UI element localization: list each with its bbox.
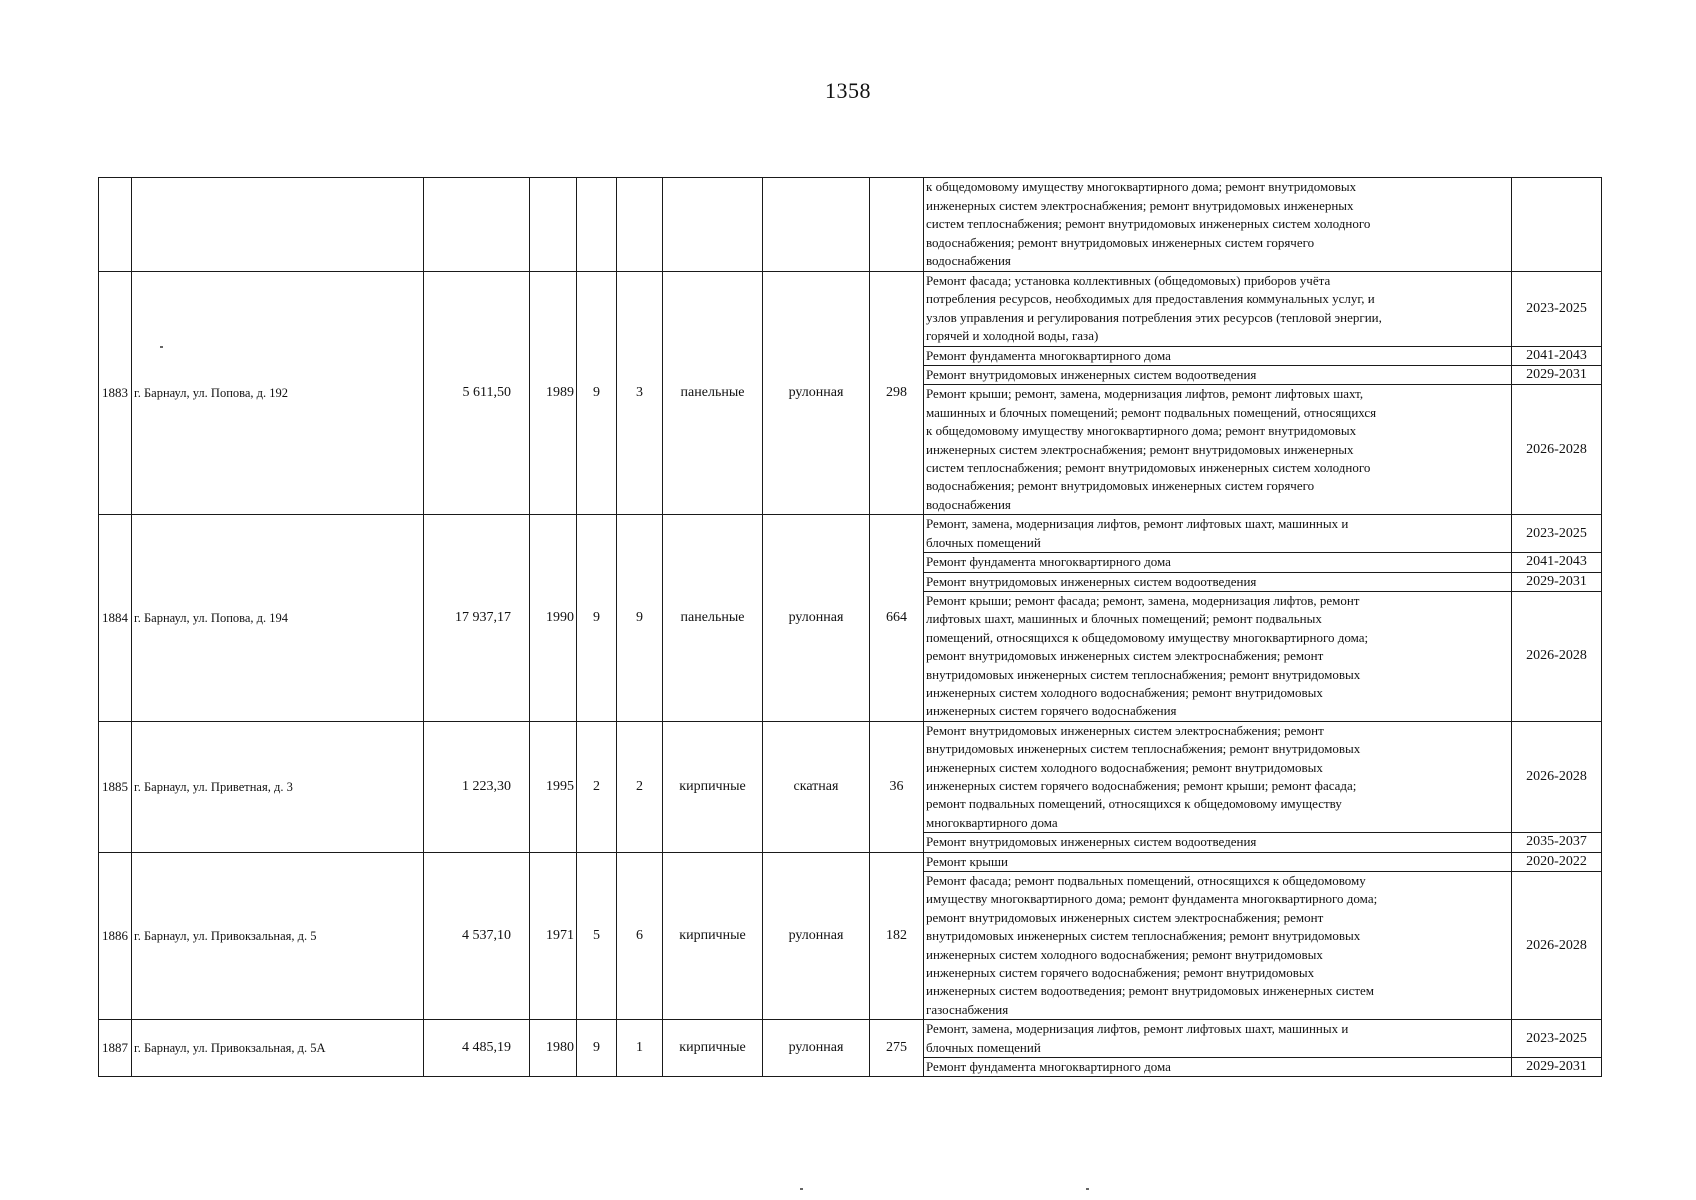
work-description bbox=[924, 553, 1512, 572]
work-line: инженерных систем водоотведения; ремонт внутридомовых инженерных систем bbox=[926, 983, 1375, 999]
work-line: лифтовых шахт, машинных и блочных помещений; ремонт подвальных bbox=[926, 611, 1322, 627]
register-body bbox=[99, 178, 1602, 1077]
work-line: систем теплоснабжения; ремонт внутридомовых инженерных систем холодного bbox=[926, 460, 1371, 476]
work-line: Ремонт фасада; установка коллективных (общедомовых) приборов учёта bbox=[926, 273, 1331, 288]
build-year: 1980 bbox=[530, 1020, 577, 1077]
work-description bbox=[924, 721, 1512, 832]
build-year: 1971 bbox=[530, 852, 577, 1020]
build-year: 1989 bbox=[530, 272, 577, 515]
residents-count: 298 bbox=[870, 272, 924, 515]
build-year: 1990 bbox=[530, 515, 577, 721]
row-number: 1887 bbox=[99, 1020, 132, 1077]
total-area: 1 223,30 bbox=[424, 721, 530, 852]
entrances-count: 3 bbox=[617, 272, 663, 515]
table-row bbox=[99, 272, 1602, 347]
total-area: 17 937,17 bbox=[424, 515, 530, 721]
work-description bbox=[924, 346, 1512, 365]
wall-material: кирпичные bbox=[663, 852, 763, 1020]
work-line: водоснабжения; ремонт внутридомовых инженерных систем горячего bbox=[926, 478, 1315, 494]
continuation-row bbox=[99, 178, 1602, 272]
work-line: водоснабжения bbox=[926, 496, 1011, 512]
total-area: 5 611,50 bbox=[424, 272, 530, 515]
work-line: Ремонт фундамента многоквартирного дома bbox=[926, 554, 1171, 570]
repair-period: 2029-2031 bbox=[1512, 572, 1602, 591]
work-line: инженерных систем горячего водоснабжения; ремонт крыши; ремонт фасада; bbox=[926, 777, 1357, 793]
address: г. Барнаул, ул. Привокзальная, д. 5А bbox=[132, 1020, 424, 1077]
work-line: Ремонт крыши bbox=[926, 853, 1008, 869]
wall-material: кирпичные bbox=[663, 1020, 763, 1077]
empty-cell bbox=[530, 178, 577, 272]
work-description bbox=[924, 1058, 1512, 1077]
work-line: инженерных систем горячего водоснабжения; ремонт внутридомовых bbox=[926, 965, 1315, 981]
work-line: потребления ресурсов, необходимых для предоставления коммунальных услуг, и bbox=[926, 291, 1375, 307]
address: г. Барнаул, ул. Попова, д. 192 bbox=[132, 272, 424, 515]
work-line: помещений, относящихся к общедомовому имуществу многоквартирного дома; bbox=[926, 629, 1369, 645]
repair-period: 2026-2028 bbox=[1512, 385, 1602, 515]
work-line: Ремонт фасада; ремонт подвальных помещений, относящихся к общедомовому bbox=[926, 873, 1366, 888]
work-description bbox=[924, 572, 1512, 591]
work-line: водоснабжения bbox=[926, 253, 1011, 269]
work-description bbox=[924, 591, 1512, 721]
build-year: 1995 bbox=[530, 721, 577, 852]
roof-type: рулонная bbox=[763, 272, 870, 515]
work-line: узлов управления и регулирования потребления этих ресурсов (тепловой энергии, bbox=[926, 309, 1382, 325]
work-line: Ремонт, замена, модернизация лифтов, ремонт лифтовых шахт, машинных и bbox=[926, 1021, 1349, 1037]
repair-period: 2041-2043 bbox=[1512, 346, 1602, 365]
repair-period: 2026-2028 bbox=[1512, 872, 1602, 1020]
work-description bbox=[924, 272, 1512, 347]
work-line: инженерных систем электроснабжения; ремонт внутридомовых инженерных bbox=[926, 197, 1354, 213]
repair-period: 2026-2028 bbox=[1512, 721, 1602, 832]
work-description bbox=[924, 385, 1512, 515]
scan-speck bbox=[800, 1188, 803, 1190]
empty-cell bbox=[870, 178, 924, 272]
work-line: инженерных систем горячего водоснабжения bbox=[926, 703, 1177, 719]
work-line: машинных и блочных помещений; ремонт подвальных помещений, относящихся bbox=[926, 404, 1377, 420]
repair-period: 2029-2031 bbox=[1512, 1058, 1602, 1077]
work-line: внутридомовых инженерных систем теплоснабжения; ремонт внутридомовых bbox=[926, 928, 1361, 944]
empty-cell bbox=[132, 178, 424, 272]
table-row bbox=[99, 852, 1602, 871]
entrances-count: 6 bbox=[617, 852, 663, 1020]
capital-repair-register-table bbox=[98, 177, 1602, 1077]
work-line: инженерных систем холодного водоснабжения; ремонт внутридомовых bbox=[926, 759, 1323, 775]
row-number: 1885 bbox=[99, 721, 132, 852]
work-description bbox=[924, 515, 1512, 553]
work-line: Ремонт фундамента многоквартирного дома bbox=[926, 1059, 1171, 1075]
work-line: Ремонт внутридомовых инженерных систем водоотведения bbox=[926, 573, 1257, 589]
floors-count: 2 bbox=[577, 721, 617, 852]
page-number: 1358 bbox=[825, 78, 871, 103]
empty-cell bbox=[663, 178, 763, 272]
work-description bbox=[924, 366, 1512, 385]
wall-material: панельные bbox=[663, 515, 763, 721]
repair-period: 2023-2025 bbox=[1512, 272, 1602, 347]
roof-type: рулонная bbox=[763, 1020, 870, 1077]
work-line: к общедомовому имуществу многоквартирного дома; ремонт внутридомовых bbox=[926, 423, 1357, 439]
residents-count: 664 bbox=[870, 515, 924, 721]
empty-cell bbox=[99, 178, 132, 272]
residents-count: 182 bbox=[870, 852, 924, 1020]
repair-period: 2023-2025 bbox=[1512, 1020, 1602, 1058]
floors-count: 9 bbox=[577, 515, 617, 721]
repair-period: 2026-2028 bbox=[1512, 591, 1602, 721]
address: г. Барнаул, ул. Приветная, д. 3 bbox=[132, 721, 424, 852]
work-line: Ремонт фундамента многоквартирного дома bbox=[926, 347, 1171, 363]
repair-period: 2023-2025 bbox=[1512, 515, 1602, 553]
floors-count: 5 bbox=[577, 852, 617, 1020]
empty-cell bbox=[617, 178, 663, 272]
work-line: ремонт внутридомовых инженерных систем электроснабжения; ремонт bbox=[926, 909, 1324, 925]
floors-count: 9 bbox=[577, 272, 617, 515]
row-number: 1883 bbox=[99, 272, 132, 515]
work-line: горячей и холодной воды, газа) bbox=[926, 328, 1099, 344]
table-row bbox=[99, 515, 1602, 553]
repair-period: 2035-2037 bbox=[1512, 833, 1602, 852]
work-line: внутридомовых инженерных систем теплоснабжения; ремонт внутридомовых bbox=[926, 741, 1361, 757]
work-description bbox=[924, 178, 1512, 272]
residents-count: 275 bbox=[870, 1020, 924, 1077]
work-line: Ремонт крыши; ремонт фасада; ремонт, замена, модернизация лифтов, ремонт bbox=[926, 592, 1360, 608]
work-line: внутридомовых инженерных систем теплоснабжения; ремонт внутридомовых bbox=[926, 666, 1361, 682]
roof-type: скатная bbox=[763, 721, 870, 852]
total-area: 4 485,19 bbox=[424, 1020, 530, 1077]
work-line: инженерных систем электроснабжения; ремонт внутридомовых инженерных bbox=[926, 441, 1354, 457]
entrances-count: 1 bbox=[617, 1020, 663, 1077]
work-line: водоснабжения; ремонт внутридомовых инженерных систем горячего bbox=[926, 234, 1315, 250]
work-line: многоквартирного дома bbox=[926, 814, 1058, 830]
wall-material: панельные bbox=[663, 272, 763, 515]
row-number: 1886 bbox=[99, 852, 132, 1020]
work-line: инженерных систем холодного водоснабжения; ремонт внутридомовых bbox=[926, 946, 1323, 962]
work-description bbox=[924, 833, 1512, 852]
work-line: газоснабжения bbox=[926, 1001, 1009, 1017]
work-line: блочных помещений bbox=[926, 534, 1041, 550]
work-line: Ремонт внутридомовых инженерных систем водоотведения bbox=[926, 834, 1257, 850]
roof-type: рулонная bbox=[763, 852, 870, 1020]
entrances-count: 2 bbox=[617, 721, 663, 852]
empty-cell bbox=[424, 178, 530, 272]
address: г. Барнаул, ул. Попова, д. 194 bbox=[132, 515, 424, 721]
work-description bbox=[924, 872, 1512, 1020]
total-area: 4 537,10 bbox=[424, 852, 530, 1020]
empty-cell bbox=[763, 178, 870, 272]
work-description bbox=[924, 852, 1512, 871]
repair-period: 2020-2022 bbox=[1512, 852, 1602, 871]
repair-period: 2029-2031 bbox=[1512, 366, 1602, 385]
work-line: Ремонт внутридомовых инженерных систем водоотведения bbox=[926, 367, 1257, 383]
empty-cell bbox=[1512, 178, 1602, 272]
work-line: ремонт подвальных помещений, относящихся к общедомовому имуществу bbox=[926, 796, 1342, 812]
entrances-count: 9 bbox=[617, 515, 663, 721]
empty-cell bbox=[577, 178, 617, 272]
work-line: к общедомовому имуществу многоквартирного дома; ремонт внутридомовых bbox=[926, 179, 1357, 195]
work-line: Ремонт крыши; ремонт, замена, модернизация лифтов, ремонт лифтовых шахт, bbox=[926, 386, 1364, 402]
floors-count: 9 bbox=[577, 1020, 617, 1077]
repair-period: 2041-2043 bbox=[1512, 553, 1602, 572]
address: г. Барнаул, ул. Привокзальная, д. 5 bbox=[132, 852, 424, 1020]
table-row bbox=[99, 721, 1602, 832]
work-line: Ремонт внутридомовых инженерных систем электроснабжения; ремонт bbox=[926, 722, 1324, 738]
wall-material: кирпичные bbox=[663, 721, 763, 852]
roof-type: рулонная bbox=[763, 515, 870, 721]
row-number: 1884 bbox=[99, 515, 132, 721]
scan-speck bbox=[1086, 1188, 1089, 1190]
work-description bbox=[924, 1020, 1512, 1058]
scan-speck bbox=[160, 346, 163, 348]
work-line: блочных помещений bbox=[926, 1039, 1041, 1055]
work-line: имуществу многоквартирного дома; ремонт фундамента многоквартирного дома; bbox=[926, 891, 1378, 907]
work-line: Ремонт, замена, модернизация лифтов, ремонт лифтовых шахт, машинных и bbox=[926, 516, 1349, 532]
residents-count: 36 bbox=[870, 721, 924, 852]
work-line: инженерных систем холодного водоснабжения; ремонт внутридомовых bbox=[926, 684, 1323, 700]
table-row bbox=[99, 1020, 1602, 1058]
work-line: ремонт внутридомовых инженерных систем электроснабжения; ремонт bbox=[926, 648, 1324, 664]
work-line: систем теплоснабжения; ремонт внутридомовых инженерных систем холодного bbox=[926, 216, 1371, 232]
